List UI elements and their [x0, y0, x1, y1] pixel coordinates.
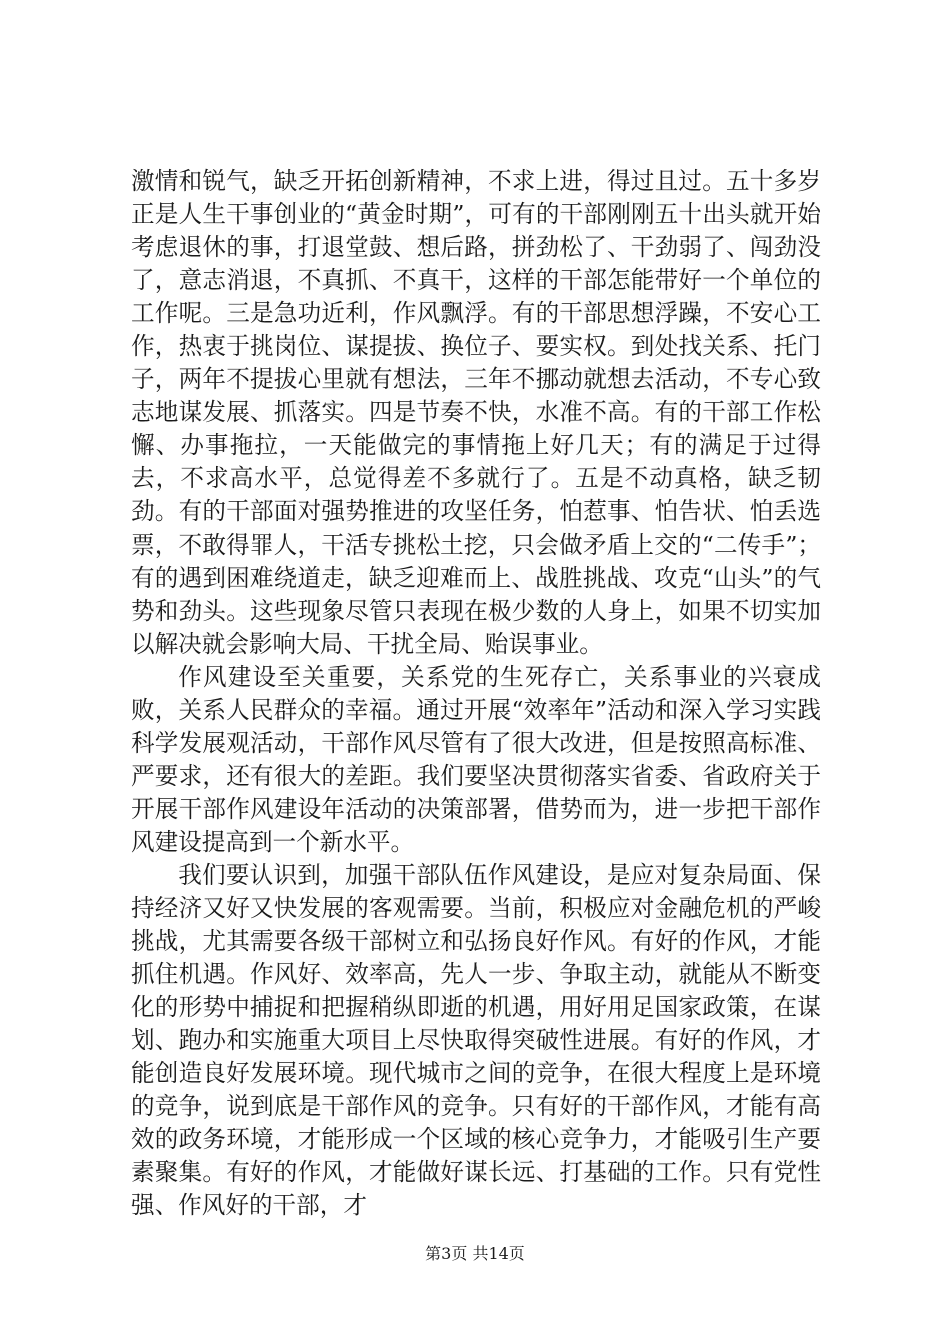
paragraph-1: 激情和锐气，缺乏开拓创新精神，不求上进，得过且过。五十多岁正是人生干事创业的“黄金时期”，可有的干部刚刚五十出头就开始考虑退休的事，打退堂鼓、想后路，拼劲松了、干劲弱了、闯劲没了，意志消退，不真抓、不真干，这样的干部怎能带好一个单位的工作呢。三是急功近利，作风飘浮。有的干部思想浮躁，不安心工作，热衷于挑岗位、谋提拔、换位子、要实权。到处找关系、托门子，两年不提拔心里就有想法，三年不挪动就想去活动，不专心致志地谋发展、抓落实。四是节奏不快，水准不高。有的干部工作松懈、办事拖拉，一天能做完的事情拖上好几天；有的满足于过得去，不求高水平，总觉得差不多就行了。五是不动真格，缺乏韧劲。有的干部面对强势推进的攻坚任务，怕惹事、怕告状、怕丢选票，不敢得罪人，干活专挑松土挖，只会做矛盾上交的“二传手”；有的遇到困难绕道走，缺乏迎难而上、战胜挑战、攻克“山头”的气势和劲头。这些现象尽管只表现在极少数的人身上，如果不切实加以解决就会影响大局、干扰全局、贻误事业。: [131, 167, 821, 658]
paragraph-3: 我们要认识到，加强干部队伍作风建设，是应对复杂局面、保持经济又好又快发展的客观需要。当前，积极应对金融危机的严峻挑战，尤其需要各级干部树立和弘扬良好作风。有好的作风，才能抓住机遇。作风好、效率高，先人一步、争取主动，就能从不断变化的形势中捕捉和把握稍纵即逝的机遇，用好用足国家政策，在谋划、跑办和实施重大项目上尽快取得突破性进展。有好的作风，才能创造良好发展环境。现代城市之间的竞争，在很大程度上是环境的竞争，说到底是干部作风的竞争。只有好的干部作风，才能有高效的政务环境，才能形成一个区域的核心竞争力，才能吸引生产要素聚集。有好的作风，才能做好谋长远、打基础的工作。只有党性强、作风好的干部，才: [131, 860, 821, 1220]
paragraph-2: 作风建设至关重要，关系党的生死存亡，关系事业的兴衰成败，关系人民群众的幸福。通过开展“效率年”活动和深入学习实践科学发展观活动，干部作风尽管有了很大改进，但是按照高标准、严要求，还有很大的差距。我们要坚决贯彻落实省委、省政府关于开展干部作风建设年活动的决策部署，借势而为，进一步把干部作风建设提高到一个新水平。: [131, 662, 821, 856]
page-footer: 第3页 共14页: [425, 1244, 525, 1263]
document-body: [131, 165, 821, 1223]
